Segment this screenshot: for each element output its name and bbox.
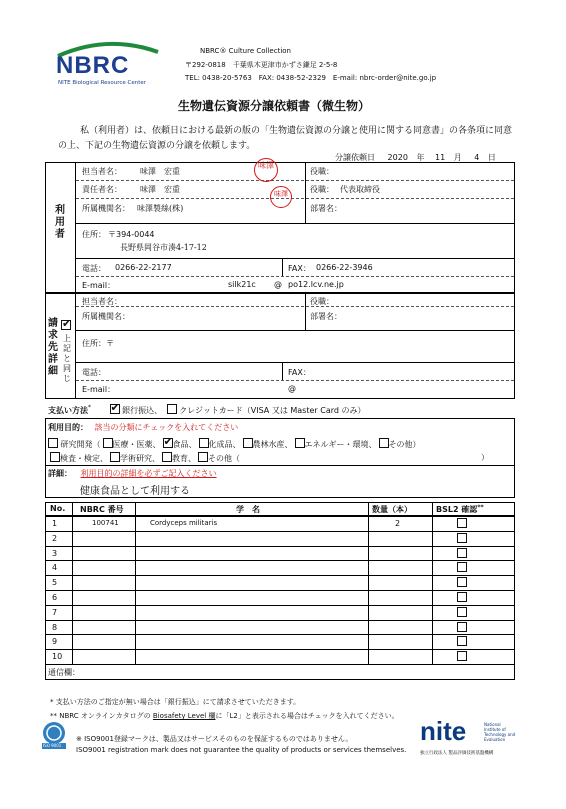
row-no-7: 7 bbox=[52, 607, 58, 617]
org-address: 〒292-0818 千葉県木更津市かずさ鎌足 2-5-8 bbox=[185, 61, 338, 69]
phone-label: 電話： bbox=[82, 264, 106, 273]
year-unit: 年 bbox=[416, 153, 425, 162]
billing-section-label: 請求先詳細 bbox=[48, 318, 58, 377]
same-as-above-label: 上記と同じ bbox=[63, 334, 71, 383]
row-name-1[interactable]: Cordyceps militaris bbox=[150, 519, 218, 527]
strain-table bbox=[45, 502, 515, 680]
bsl2-checkbox-10[interactable] bbox=[457, 651, 467, 661]
org-label: 所属機関名： bbox=[82, 204, 130, 213]
nite-logo-sub: 独立行政法人 製品評価技術基盤機構 bbox=[420, 751, 494, 756]
detail-note: 利用目的の詳細を必ずご記入ください bbox=[80, 469, 217, 478]
purpose-research-checkbox-3[interactable] bbox=[243, 438, 253, 448]
purpose-research-label-2: 化成品、 bbox=[208, 440, 241, 449]
person-label: 担当者名： bbox=[82, 167, 122, 176]
billing-email-label: E-mail： bbox=[82, 385, 116, 394]
detail-header bbox=[48, 468, 217, 479]
same-as-above-checkbox[interactable] bbox=[61, 320, 71, 330]
detail-field[interactable]: 健康食品として利用する bbox=[80, 486, 190, 497]
role-label: 役職： bbox=[310, 167, 334, 176]
day-unit: 日 bbox=[487, 153, 496, 162]
row-no-1: 1 bbox=[52, 519, 58, 528]
fax-field[interactable]: 0266-22-3946 bbox=[316, 263, 373, 272]
org-field[interactable]: 味澤製絲(株) bbox=[137, 204, 184, 213]
email-label: E-mail： bbox=[82, 281, 116, 290]
purpose-row-2 bbox=[48, 452, 488, 464]
nite-logo bbox=[420, 716, 530, 760]
iso-note-en: ISO9001 registration mark does not guarantee the quality of products or services themselves. bbox=[76, 746, 407, 754]
purpose-other-checkbox-3[interactable] bbox=[198, 452, 208, 462]
billing-phone-label: 電話： bbox=[82, 368, 106, 377]
manager-label: 責任者名： bbox=[82, 185, 122, 194]
purpose-research-checkbox-2[interactable] bbox=[199, 438, 209, 448]
footnote-payment: * 支払い方法のご指定が無い場合は「銀行振込」にて請求させていただきます。 bbox=[50, 698, 301, 706]
row-no-5: 5 bbox=[52, 578, 58, 588]
purpose-research-label-5: その他） bbox=[388, 440, 421, 449]
bsl2-checkbox-3[interactable] bbox=[457, 548, 467, 558]
nbrc-logo-text: NBRC bbox=[56, 52, 130, 79]
month-unit: 月 bbox=[453, 153, 462, 162]
purpose-other-label-2: 教育、 bbox=[172, 454, 196, 463]
purpose-other-checkbox-0[interactable] bbox=[50, 452, 60, 462]
page-title: 生物遺伝資源分譲依頼書（微生物） bbox=[178, 99, 371, 113]
bsl2-checkbox-8[interactable] bbox=[457, 622, 467, 632]
fax-label: FAX： bbox=[288, 264, 311, 273]
biosafety-link[interactable]: Biosafety Level 欄 bbox=[152, 712, 216, 720]
nbrc-logo-subtitle: NITE Biological Resource Center bbox=[58, 80, 147, 86]
email-user-field[interactable]: silk21c bbox=[228, 280, 256, 289]
row-no-3: 3 bbox=[52, 548, 58, 558]
bsl2-checkbox-7[interactable] bbox=[457, 607, 467, 617]
purpose-other-label-0: 検査・検定、 bbox=[60, 454, 108, 463]
address-field[interactable]: 長野県岡谷市湊4-17-12 bbox=[120, 243, 207, 252]
purpose-research-checkbox-4[interactable] bbox=[295, 438, 305, 448]
row-no-2: 2 bbox=[52, 533, 58, 543]
footnote-bsl: ** NBRC オンラインカタログの Biosafety Level 欄に「L2」と表示される場合はチェックを入れてください。 bbox=[50, 712, 399, 720]
request-month[interactable]: 11 bbox=[435, 153, 446, 162]
purpose-research-checkbox-1[interactable] bbox=[163, 438, 173, 448]
purpose-other-checkbox-2[interactable] bbox=[162, 452, 172, 462]
purpose-row-1: 研究開発（ 医療・医薬、✔ 食品、 化成品、 農林水産、 エネルギー・環境、 その他） bbox=[48, 438, 421, 450]
research-checkbox[interactable] bbox=[48, 438, 58, 448]
bsl2-checkbox-4[interactable] bbox=[457, 562, 467, 572]
purpose-research-label-4: エネルギー・環境、 bbox=[304, 440, 377, 449]
seal-stamp-bottom: 味澤 bbox=[270, 186, 292, 208]
row-qty-1[interactable]: 2 bbox=[395, 519, 401, 528]
phone-field[interactable]: 0266-22-2177 bbox=[115, 263, 172, 272]
row-no-8: 8 bbox=[52, 622, 58, 632]
purpose-research-label-3: 農林水産、 bbox=[252, 440, 293, 449]
billing-org-label: 所属機関名： bbox=[82, 312, 130, 321]
purpose-research-label-0: 医療・医薬、 bbox=[112, 440, 161, 449]
bsl2-checkbox-1[interactable] bbox=[457, 518, 467, 528]
payment-row bbox=[48, 404, 365, 416]
bsl2-checkbox-9[interactable] bbox=[457, 636, 467, 646]
postal-field[interactable]: 〒394-0044 bbox=[108, 230, 155, 239]
manager-role-label: 役職： bbox=[310, 185, 334, 194]
purpose-note: 該当の分類にチェックを入れてください bbox=[94, 423, 239, 432]
request-year[interactable]: 2020 bbox=[387, 153, 408, 162]
purpose-close-paren: ） bbox=[481, 453, 489, 462]
request-date-label: 分譲依頼日 bbox=[335, 153, 375, 162]
intro-text: 私（利用者）は、依頼日における最新の版の「生物遺伝資源の分譲と使用に関する同意書」の各条項に同意の上、下記の生物遺伝資源の分譲を依頼します。 bbox=[58, 126, 513, 151]
purpose-other-label-1: 学術研究、 bbox=[120, 454, 160, 463]
nbrc-logo bbox=[52, 46, 164, 90]
dept-label: 部署名： bbox=[310, 204, 342, 213]
org-name: NBRC® Culture Collection bbox=[200, 47, 291, 55]
col-header-name: 学 名 bbox=[236, 505, 260, 514]
research-label: 研究開発 bbox=[60, 440, 93, 449]
payment-star: * bbox=[88, 404, 91, 411]
bsl2-checkbox-2[interactable] bbox=[457, 533, 467, 543]
org-contact: TEL: 0438-20-5763 FAX: 0438-52-2329 E-mail: nbrc-order@nite.go.jp bbox=[185, 74, 437, 82]
manager-role-field[interactable]: 代表取締役 bbox=[340, 185, 380, 194]
seal-stamp-top: 味澤 bbox=[254, 158, 278, 182]
iso-note-jp: ※ ISO9001登録マークは、製品又はサービスそのものを保証するものではありません。 bbox=[76, 735, 353, 743]
address-label: 住所： bbox=[82, 230, 106, 239]
col-header-qty: 数量（本） bbox=[372, 505, 412, 514]
billing-role-label: 役職： bbox=[310, 297, 334, 306]
payment-card-checkbox[interactable] bbox=[167, 404, 177, 414]
nite-side-3: Technology and bbox=[484, 732, 516, 737]
billing-email-at: @ bbox=[288, 384, 296, 393]
payment-label: 支払い方法 bbox=[48, 406, 88, 415]
col-header-bsl2: BSL2 確認** bbox=[436, 504, 484, 514]
purpose-other-label-3: その他（ bbox=[208, 454, 240, 463]
iso-badge-text: ISO 9001 bbox=[43, 743, 62, 748]
email-domain-field[interactable]: po12.lcv.ne.jp bbox=[288, 280, 344, 289]
purpose-research-label-1: 食品、 bbox=[172, 440, 197, 449]
bsl2-checkbox-6[interactable] bbox=[457, 592, 467, 602]
row-no-9: 9 bbox=[52, 637, 58, 647]
detail-label: 詳細： bbox=[48, 469, 72, 478]
row-nbrc-1[interactable]: 100741 bbox=[92, 519, 119, 527]
purpose-header bbox=[48, 422, 238, 433]
purpose-other-checkbox-1[interactable] bbox=[110, 452, 120, 462]
remarks-label: 通信欄： bbox=[48, 668, 80, 677]
request-day[interactable]: 4 bbox=[474, 153, 480, 162]
email-at: @ bbox=[274, 280, 282, 289]
manager-field[interactable]: 味澤 宏重 bbox=[140, 185, 180, 194]
person-field[interactable]: 味澤 宏重 bbox=[140, 167, 180, 176]
billing-person-label: 担当者名： bbox=[82, 297, 122, 306]
nite-side-1: National bbox=[484, 722, 501, 727]
purpose-research-checkbox-5[interactable] bbox=[379, 438, 389, 448]
row-no-10: 10 bbox=[52, 652, 63, 662]
billing-dept-label: 部署名： bbox=[310, 312, 342, 321]
nite-logo-text: nite bbox=[420, 716, 467, 746]
payment-bank-label: 銀行振込、 bbox=[122, 406, 163, 415]
col-header-nbrc: NBRC 番号 bbox=[80, 505, 124, 514]
nite-side-2: Institute of bbox=[484, 727, 506, 732]
purpose-label: 利用目的： bbox=[48, 423, 88, 432]
user-section-label: 利用者 bbox=[55, 205, 65, 240]
nite-side-4: Evaluation bbox=[484, 737, 506, 742]
bsl2-checkbox-5[interactable] bbox=[457, 577, 467, 587]
iso-badge bbox=[40, 721, 68, 751]
row-no-6: 6 bbox=[52, 593, 58, 602]
col-header-no: No. bbox=[50, 504, 66, 513]
row-no-4: 4 bbox=[52, 563, 58, 573]
payment-bank-checkbox[interactable] bbox=[110, 404, 120, 414]
payment-card-label: クレジットカード（VISA 又は Master Card のみ） bbox=[179, 406, 366, 415]
purpose-research-checkbox-0[interactable] bbox=[103, 438, 113, 448]
billing-fax-label: FAX： bbox=[288, 368, 311, 377]
billing-address-label: 住所：〒 bbox=[82, 339, 114, 348]
